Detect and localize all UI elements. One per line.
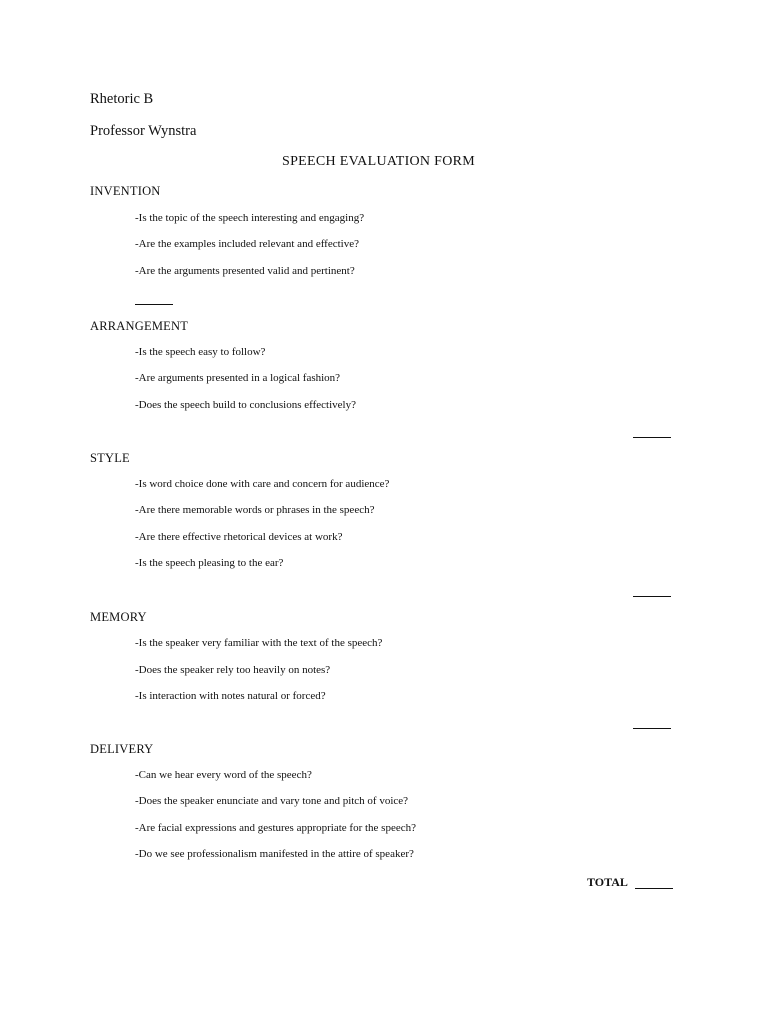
question-item: -Is word choice done with care and concern for audience? — [135, 478, 390, 490]
section-heading-memory: MEMORY — [90, 610, 147, 624]
question-item: -Is the speaker very familiar with the text of the speech? — [135, 637, 383, 649]
question-item: -Do we see professionalism manifested in the attire of speaker? — [135, 848, 414, 860]
question-item: -Are there memorable words or phrases in the speech? — [135, 504, 375, 516]
question-item: -Are facial expressions and gestures appropriate for the speech? — [135, 822, 416, 834]
question-item: -Are arguments presented in a logical fashion? — [135, 372, 341, 384]
question-item: -Does the speaker rely too heavily on notes? — [135, 664, 331, 676]
section-heading-delivery: DELIVERY — [90, 742, 154, 756]
course-name: Rhetoric B — [90, 91, 154, 107]
professor-name: Professor Wynstra — [90, 123, 197, 139]
question-item: -Is the topic of the speech interesting and engaging? — [135, 212, 365, 224]
question-item: -Does the speaker enunciate and vary tone and pitch of voice? — [135, 795, 409, 807]
total-label: TOTAL — [587, 875, 628, 889]
form-title: SPEECH EVALUATION FORM — [282, 154, 476, 169]
score-blank-style[interactable] — [633, 596, 671, 597]
question-item: -Are the arguments presented valid and pertinent? — [135, 265, 355, 277]
score-blank-total[interactable] — [635, 888, 673, 889]
score-blank-arrangement[interactable] — [633, 437, 671, 438]
question-item: -Can we hear every word of the speech? — [135, 769, 312, 781]
score-blank-memory[interactable] — [633, 728, 671, 729]
score-blank-invention[interactable] — [135, 304, 173, 305]
question-item: -Are there effective rhetorical devices at work? — [135, 531, 343, 543]
section-heading-arrangement: ARRANGEMENT — [90, 319, 189, 333]
question-item: -Does the speech build to conclusions effectively? — [135, 399, 356, 411]
section-heading-invention: INVENTION — [90, 184, 161, 198]
section-heading-style: STYLE — [90, 451, 130, 465]
question-item: -Is the speech easy to follow? — [135, 346, 266, 358]
question-item: -Is the speech pleasing to the ear? — [135, 557, 284, 569]
question-item: -Is interaction with notes natural or forced? — [135, 690, 326, 702]
question-item: -Are the examples included relevant and effective? — [135, 238, 359, 250]
